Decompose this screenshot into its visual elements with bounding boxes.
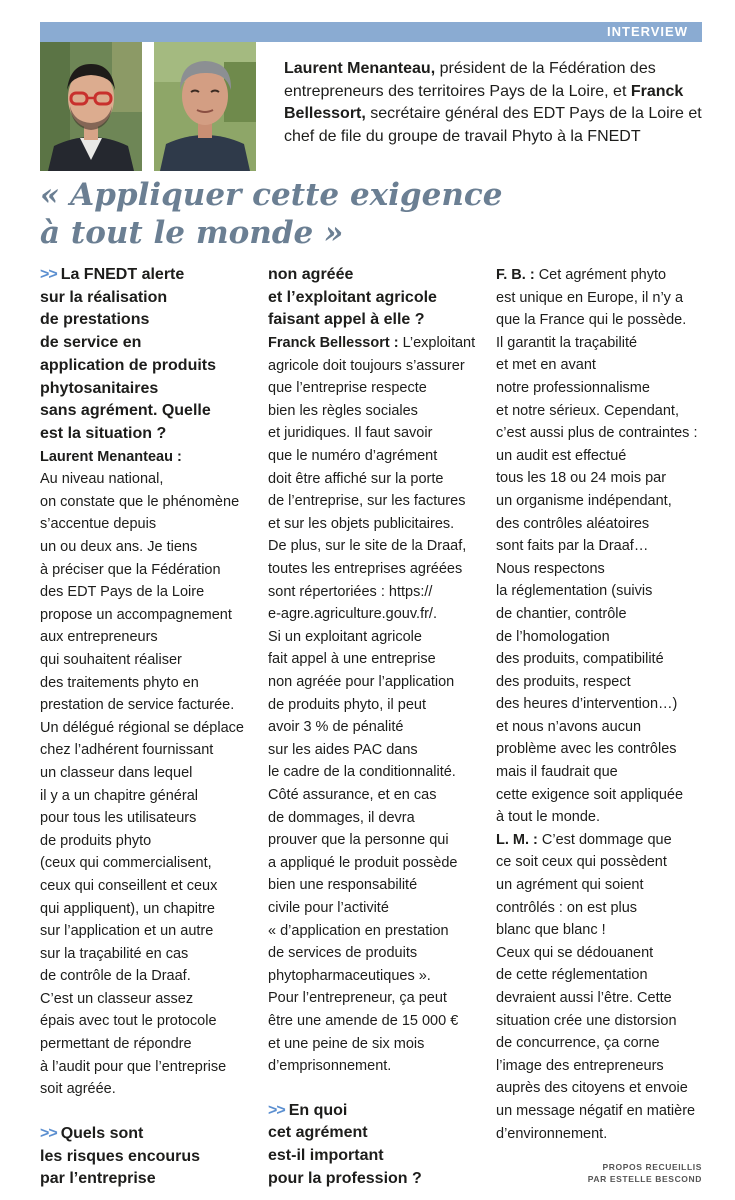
portrait-franck-bellessort xyxy=(154,42,256,171)
headline xyxy=(40,176,700,252)
answer-1: Laurent Menanteau : Au niveau national, on constate que le phénomène s’accentue depuis un ou deux ans. Je tiens à préciser que la Fédération des EDT Pays de la Loire propose un accompagnement aux entrepreneurs qui souhaitent réaliser des traitements phyto en prestation de service facturée. Un délégué régional se déplace chez l’adhérent fournissant un classeur dans lequel il y a un chapitre général pour tous les utilisateurs de produits phyto (ceux qui commercialisent, ceux qui conseillent et ceux qui appliquent), un chapitre sur l’application et un autre sur la traçabilité en cas de contrôle de la Draaf. C’est un classeur assez épais avec tout le protocole permettant de répondre à l’audit pour que l’entreprise soit agréée. xyxy=(40,448,244,1098)
section-tab-label: INTERVIEW xyxy=(607,24,688,39)
intro-role-laurent: président de la Fédération des entrepreneurs des territoires Pays de la Loire, et xyxy=(284,60,656,100)
headline-line-2: à tout le monde » xyxy=(40,215,344,251)
speaker-label-laurent: Laurent Menanteau : xyxy=(40,448,182,465)
intro-name-franck: Franck Bellessort, xyxy=(284,82,684,122)
question-3: >> En quoi cet agrément est-il important pour la profession ? xyxy=(268,1101,422,1187)
speaker-label-fb: F. B. : xyxy=(496,267,535,283)
answer-2: Franck Bellessort : L’exploitant agricole doit toujours s’assurer que l’entreprise respecte bien les règles sociales et juridiques. Il faut savoir que le numéro d’agrément doit être affiché sur la porte de l’entreprise, sur les factures et sur les objets publicitaires. De plus, sur le site de la Draaf, toutes les entreprises agréées sont répertoriées : https:// e-agre.agriculture.gouv.fr/. Si un exploitant agricole fait appel à une entreprise non agréée pour l’application de produits phyto, il peut avoir 3 % de pénalité sur les aides PAC dans le cadre de la conditionnalité. Côté assurance, et en cas de dommages, il devra prouver que la personne qui a appliqué le produit possède bien une responsabilité civile pour l’activité « d’application en prestation de services de produits phytopharmaceutiques ». Pour l’entrepreneur, ça peut être une amende de 15 000 € et une peine de six mois d’emprisonnement. xyxy=(268,335,476,1075)
credit-line-1: PROPOS RECUEILLIS xyxy=(602,1162,702,1172)
question-1: >> La FNEDT alerte sur la réalisation de prestations de service en application de produits phytosanitaires sans agrément. Quelle est la situation ? xyxy=(40,266,217,442)
question-2-continued: non agréée et l’exploitant agricole faisant appel à elle ? xyxy=(268,266,437,329)
article-column-3 xyxy=(496,264,706,1145)
section-tab xyxy=(40,22,702,42)
intro-role-franck: secrétaire général des EDT Pays de la Loire et chef de file du groupe de travail Phyto à la FNEDT xyxy=(284,105,702,145)
speaker-label-franck: Franck Bellessort : xyxy=(268,335,399,352)
headline-line-1: « Appliquer cette exigence xyxy=(40,177,503,213)
interviewee-intro xyxy=(284,58,704,148)
portrait-laurent-menanteau xyxy=(40,42,142,171)
article-column-2 xyxy=(268,264,484,1191)
question-3-arrow-icon: >> xyxy=(268,1101,285,1119)
question-2-arrow-icon: >> xyxy=(40,1124,57,1142)
credit-line-2: PAR ESTELLE BESCOND xyxy=(587,1174,702,1184)
answer-4: L. M. : C’est dommage que ce soit ceux qui possèdent un agrément qui soient contrôlés : on est plus blanc que blanc ! Ceux qui se dédouanent de cette réglementation devraient aussi l’être. Cette situation crée une distorsion de concurrence, ça corne l’image des entrepreneurs auprès des citoyens et envoie un message négatif en matière d’environnement. xyxy=(496,831,696,1142)
intro-name-laurent: Laurent Menanteau, xyxy=(284,60,436,77)
question-1-arrow-icon: >> xyxy=(40,266,57,283)
answer-3: F. B. : Cet agrément phyto est unique en Europe, il n’y a que la France qui le possède. Il garantit la traçabilité et met en avant notre professionnalisme et notre sérieux. Cependant, c’est aussi plus de contraintes : un audit est effectué tous les 18 ou 24 mois par un organisme indépendant, des contrôles aléatoires sont faits par la Draaf… Nous respectons la réglementation (suivis de chantier, contrôle de l’homologation des produits, compatibilité des produits, respect des heures d’intervention…) et nous n’avons aucun problème avec les contrôles mais il faudrait que cette exigence soit appliquée à tout le monde. xyxy=(496,267,698,826)
question-2: >> Quels sont les risques encourus par l’entreprise xyxy=(40,1124,201,1188)
interview-credit xyxy=(588,1161,702,1185)
speaker-label-lm: L. M. : xyxy=(496,831,538,848)
article-column-1 xyxy=(40,264,252,1191)
